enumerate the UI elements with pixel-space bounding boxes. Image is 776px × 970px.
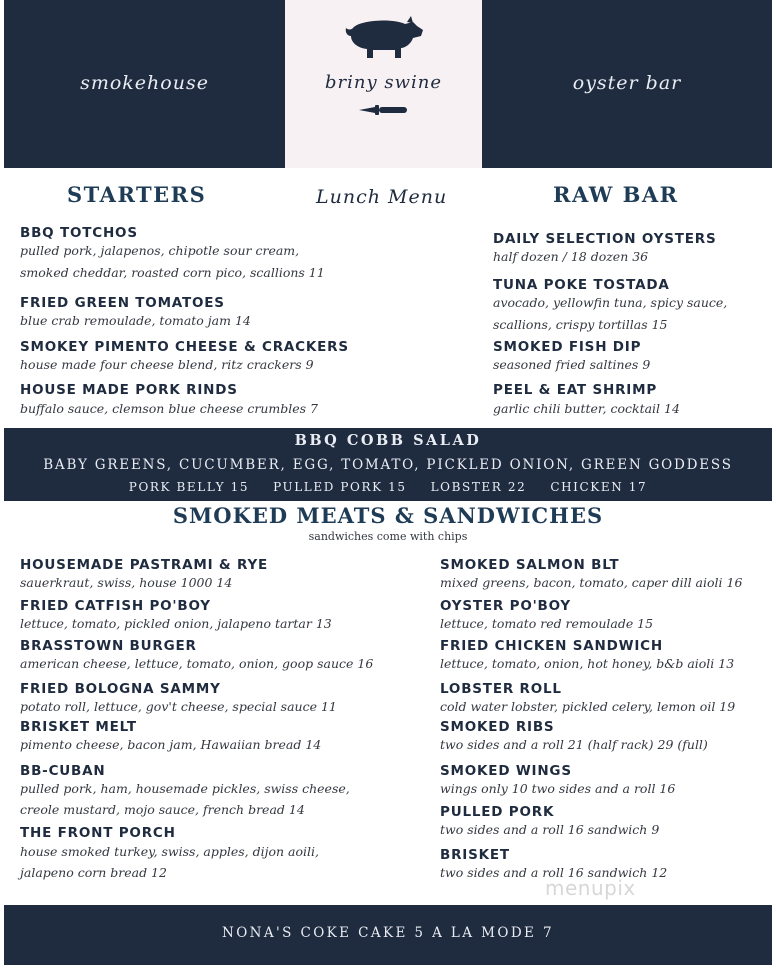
menu-item-name: FRIED GREEN TOMATOES [20, 295, 225, 311]
addon-option: PULLED PORK 15 [273, 480, 407, 494]
menu-item-desc: two sides and a roll 16 sandwich 12 [440, 865, 668, 880]
menu-item-desc: smoked cheddar, roasted corn pico, scallions 11 [20, 265, 325, 280]
menu-item-desc: american cheese, lettuce, tomato, onion, goop sauce 16 [20, 656, 374, 671]
cobb-salad-title: BBQ COBB SALAD [294, 432, 482, 449]
menu-item-name: BRISKET MELT [20, 719, 137, 735]
menu-item-desc: mixed greens, bacon, tomato, caper dill aioli 16 [440, 575, 743, 590]
menu-item-desc: lettuce, tomato, pickled onion, jalapeno tartar 13 [20, 616, 332, 631]
starters-title: STARTERS [67, 182, 207, 207]
cobb-salad-addons [4, 480, 772, 494]
smokehouse-label: smokehouse [80, 72, 209, 94]
menu-item-desc: cold water lobster, pickled celery, lemon oil 19 [440, 699, 736, 714]
menu-item-name: FRIED CATFISH PO'BOY [20, 598, 211, 614]
menu-item-name: BB-CUBAN [20, 763, 106, 779]
raw-bar-title: RAW BAR [553, 182, 679, 207]
addon-option: PORK BELLY 15 [128, 480, 250, 494]
menu-item-name: PEEL & EAT SHRIMP [493, 382, 658, 398]
menu-item-desc: wings only 10 two sides and a roll 16 [440, 781, 676, 796]
menu-item-desc: seasoned fried saltines 9 [493, 357, 651, 372]
menu-item-desc: pulled pork, jalapenos, chipotle sour cream, [20, 243, 300, 258]
menu-item-desc: pimento cheese, bacon jam, Hawaiian bread 14 [20, 737, 322, 752]
menu-item-desc: lettuce, tomato red remoulade 15 [440, 616, 654, 631]
header-logo-panel [285, 0, 482, 168]
smoked-meats-title: SMOKED MEATS & SANDWICHES [172, 503, 604, 528]
menu-item-name: LOBSTER ROLL [440, 681, 562, 697]
menu-item-name: HOUSE MADE PORK RINDS [20, 382, 238, 398]
menu-item-desc: blue crab remoulade, tomato jam 14 [20, 313, 251, 328]
addon-option: LOBSTER 22 [430, 480, 527, 494]
menu-item-desc: lettuce, tomato, onion, hot honey, b&b aioli 13 [440, 656, 735, 671]
cobb-salad-ingredients: BABY GREENS, CUCUMBER, EGG, TOMATO, PICKLED ONION, GREEN GODDESS [43, 457, 733, 473]
menu-item-name: TUNA POKE TOSTADA [493, 277, 670, 293]
menu-item-name: THE FRONT PORCH [20, 825, 176, 841]
menu-item-name: HOUSEMADE PASTRAMI & RYE [20, 557, 269, 573]
dessert-line: NONA'S COKE CAKE 5 A LA MODE 7 [221, 925, 554, 941]
header-right-panel [482, 0, 772, 168]
menu-item-desc: garlic chili butter, cocktail 14 [493, 401, 680, 416]
menu-item-name: FRIED CHICKEN SANDWICH [440, 638, 663, 654]
menu-item-name: FRIED BOLOGNA SAMMY [20, 681, 221, 697]
menu-item-desc: buffalo sauce, clemson blue cheese crumbles 7 [20, 401, 319, 416]
footer-band [4, 905, 772, 965]
smoked-meats-subtitle: sandwiches come with chips [308, 530, 468, 543]
oyster-knife-icon [357, 102, 411, 118]
menu-item-desc: two sides and a roll 16 sandwich 9 [440, 822, 660, 837]
menu-item-desc: jalapeno corn bread 12 [20, 865, 167, 880]
oyster-bar-label: oyster bar [572, 72, 682, 94]
menu-item-name: SMOKED RIBS [440, 719, 555, 735]
addon-option: CHICKEN 17 [550, 480, 648, 494]
menu-item-desc: house made four cheese blend, ritz crackers 9 [20, 357, 314, 372]
menu-item-desc: house smoked turkey, swiss, apples, dijon aoili, [20, 844, 319, 859]
menu-item-name: SMOKEY PIMENTO CHEESE & CRACKERS [20, 339, 349, 355]
menu-item-name: BRASSTOWN BURGER [20, 638, 197, 654]
header-left-panel [4, 0, 285, 168]
menu-item-name: PULLED PORK [440, 804, 555, 820]
menu-item-desc: creole mustard, mojo sauce, french bread 14 [20, 802, 305, 817]
menu-item-desc: sauerkraut, swiss, house 1000 14 [20, 575, 233, 590]
menu-item-name: OYSTER PO'BOY [440, 598, 571, 614]
menu-item-desc: scallions, crispy tortillas 15 [493, 317, 668, 332]
menu-item-desc: pulled pork, ham, housemade pickles, swiss cheese, [20, 781, 350, 796]
cobb-salad-band [4, 428, 772, 501]
menu-item-desc: two sides and a roll 21 (half rack) 29 (full) [440, 737, 708, 752]
menu-item-desc: potato roll, lettuce, gov't cheese, special sauce 11 [20, 699, 337, 714]
menu-item-desc: half dozen / 18 dozen 36 [493, 249, 649, 264]
menu-item-name: SMOKED SALMON BLT [440, 557, 620, 573]
menupix-watermark: menupix [545, 876, 636, 900]
lunch-menu-title: Lunch Menu [316, 186, 448, 208]
brand-name: briny swine [324, 72, 442, 93]
menu-item-name: BRISKET [440, 847, 510, 863]
menu-item-name: DAILY SELECTION OYSTERS [493, 231, 717, 247]
menu-item-name: SMOKED FISH DIP [493, 339, 642, 355]
menu-item-name: BBQ TOTCHOS [20, 225, 138, 241]
pig-icon [343, 14, 427, 62]
menu-item-name: SMOKED WINGS [440, 763, 572, 779]
menu-item-desc: avocado, yellowfin tuna, spicy sauce, [493, 295, 728, 310]
